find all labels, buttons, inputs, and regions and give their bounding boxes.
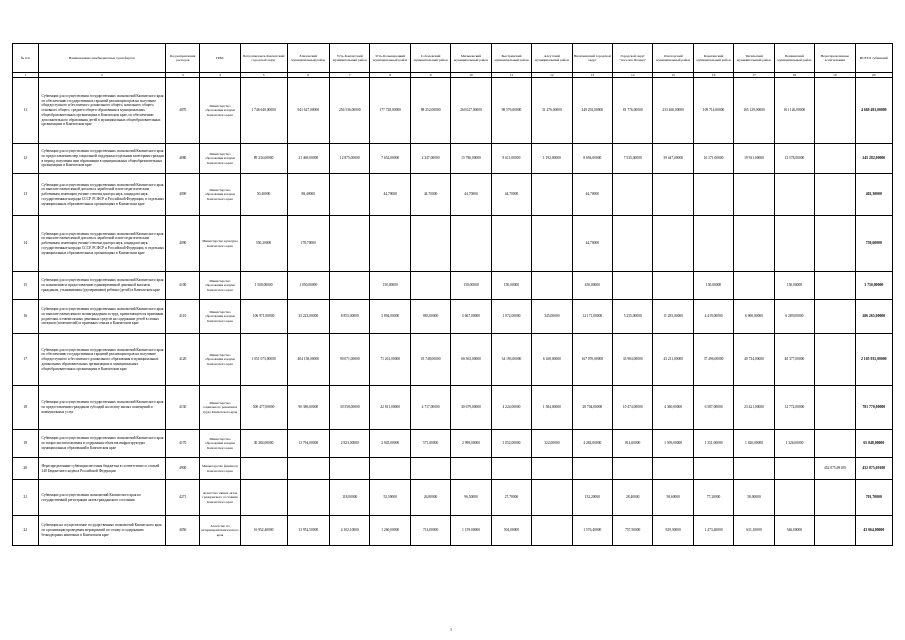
total-cell: 781 770,00000: [855, 386, 892, 430]
amount-cell: [653, 458, 693, 480]
row-number: 12: [13, 144, 39, 174]
total-cell: 4 669 493,00000: [855, 78, 892, 144]
row-number: 19: [13, 430, 39, 458]
amount-cell: 77,20000: [693, 480, 733, 516]
amount-cell: [240, 458, 287, 480]
amount-cell: 44,70000: [370, 174, 410, 216]
amount-cell: 1 351,00000: [693, 430, 733, 458]
amount-cell: 4 717,00000: [410, 386, 450, 430]
amount-cell: [774, 174, 814, 216]
column-header: Быстринский муниципальный район: [491, 44, 531, 73]
amount-cell: [815, 272, 855, 300]
amount-cell: [653, 174, 693, 216]
amount-cell: [532, 216, 572, 272]
amount-cell: 4 360,00000: [653, 386, 693, 430]
amount-cell: 256 536,00000: [330, 78, 370, 144]
amount-cell: 1 159,00000: [451, 516, 491, 546]
amount-cell: 1 072,00000: [491, 300, 531, 334]
amount-cell: 546,00000: [774, 516, 814, 546]
amount-cell: 1 509,00000: [653, 430, 693, 458]
amount-cell: 2 347,00000: [410, 144, 450, 174]
amount-cell: [815, 144, 855, 174]
column-header: Елизовский муниципальный район: [287, 44, 330, 73]
column-number: 12: [532, 73, 572, 78]
row-number: 16: [13, 300, 39, 334]
amount-cell: 714,00000: [410, 516, 450, 546]
expense-code: 4271: [166, 480, 200, 516]
amount-cell: 16 952,40000: [240, 516, 287, 546]
total-cell: 2 105 935,00000: [855, 334, 892, 386]
transfer-name: Субвенции для осуществления государственных полномочий Камчатского края по выплате ежемесячной доплаты к заработной плате педагогическим работникам, имеющим ученые степени доктора наук, кандидата наук, государственные награды СССР, РСФСР и Российской Федерации, в отдельных муниципальных образовательных организациях в Камчатском крае: [38, 216, 166, 272]
amount-cell: [815, 334, 855, 386]
amount-cell: 90 071,00000: [330, 334, 370, 386]
amount-cell: 177 728,00000: [370, 78, 410, 144]
amount-cell: 4 419,00000: [693, 300, 733, 334]
column-number: 17: [734, 73, 774, 78]
amount-cell: 6 960,00000: [734, 300, 774, 334]
amount-cell: 2 823,00000: [330, 430, 370, 458]
amount-cell: 4 102,10000: [330, 516, 370, 546]
amount-cell: 13 578,00000: [774, 144, 814, 174]
amount-cell: 13 794,00000: [287, 430, 330, 458]
row-number: 21: [13, 480, 39, 516]
expense-code: 4090: [166, 174, 200, 216]
column-header: Соболевский муниципальный район: [410, 44, 450, 73]
amount-cell: [287, 480, 330, 516]
amount-cell: [532, 174, 572, 216]
amount-cell: 33 984,00000: [613, 334, 653, 386]
amount-cell: 5 667,00000: [451, 300, 491, 334]
amount-cell: 4 224,00000: [491, 386, 531, 430]
amount-cell: [734, 272, 774, 300]
table-row: [13, 480, 893, 516]
amount-cell: 98 576,00000: [491, 78, 531, 144]
amount-cell: [287, 458, 330, 480]
amount-cell: [693, 216, 733, 272]
amount-cell: [815, 386, 855, 430]
transfer-name: Субвенции для осуществления полномочий Камчатского края по государственной регистрации актов гражданского состояния: [38, 480, 166, 516]
amount-cell: 44,70000: [572, 174, 612, 216]
transfer-name: Субвенции для осуществления государственных полномочий Камчатского края по предоставлению мер социальной поддержки отдельным категориям граждан в период получения ими образования в муниципальных общеобразовательных организациях в Камчатском крае: [38, 144, 166, 174]
amount-cell: 150,00000: [693, 272, 733, 300]
amount-cell: 1 473,40000: [693, 516, 733, 546]
amount-cell: 571,00000: [410, 430, 450, 458]
amount-cell: 118,00000: [330, 480, 370, 516]
amount-cell: 883,00000: [410, 300, 450, 334]
amount-cell: 167 070,00000: [572, 334, 612, 386]
amount-cell: [693, 174, 733, 216]
transfer-name: Нераспределенные субвенции местным бюджетам в соответствии со статьей 140 Бюджетного кодекса Российской Федерации: [38, 458, 166, 480]
column-number: 10: [451, 73, 491, 78]
amount-cell: 452 075,69100: [815, 458, 855, 480]
column-header: Наименование межбюджетных трансфертов: [38, 44, 166, 73]
expense-code: 4120: [166, 334, 200, 386]
amount-cell: 1 584,00000: [532, 386, 572, 430]
amount-cell: [410, 216, 450, 272]
total-cell: 43 064,00000: [855, 516, 892, 546]
grbs-name: Министерство образования и науки Камчатского края: [200, 174, 240, 216]
grbs-name: Министерство образования и науки Камчатского края: [200, 430, 240, 458]
amount-cell: 150,00000: [774, 272, 814, 300]
transfer-name: Субвенции для осуществления государственных полномочий Камчатского края по назначению и предоставлению единовременной денежной выплаты гражданам, усыновившим (удочерившим) ребенка (детей) в Камчатском крае: [38, 272, 166, 300]
amount-cell: 39 447,00000: [653, 144, 693, 174]
amount-cell: 18 748,00000: [410, 334, 450, 386]
amount-cell: [330, 174, 370, 216]
table-row: [13, 300, 893, 334]
amount-cell: 109 714,00000: [693, 78, 733, 144]
amount-cell: 929,30000: [653, 516, 693, 546]
grbs-name: Министерство финансов Камчатского края: [200, 458, 240, 480]
amount-cell: 66 563,00000: [451, 334, 491, 386]
amount-cell: 37 496,00000: [693, 334, 733, 386]
amount-cell: 19 931,00000: [734, 144, 774, 174]
column-number: 9: [410, 73, 450, 78]
row-number: 22: [13, 516, 39, 546]
amount-cell: [613, 216, 653, 272]
grbs-name: Министерство культуры Камчатского края: [200, 216, 240, 272]
column-header: Усть-Камчатский муниципальный район: [330, 44, 370, 73]
column-header: Петропавловск-Камчатский городской округ: [240, 44, 287, 73]
amount-cell: 12 171,00000: [572, 300, 612, 334]
amount-cell: [370, 216, 410, 272]
amount-cell: 13 952,50000: [287, 516, 330, 546]
grbs-name: Министерство образования и науки Камчатского края: [200, 300, 240, 334]
amount-cell: 34 193,00000: [491, 334, 531, 386]
amount-cell: [330, 272, 370, 300]
amount-cell: [815, 216, 855, 272]
amount-cell: [815, 174, 855, 216]
amount-cell: 6 289,00000: [774, 300, 814, 334]
column-header: Городской округ "поселок Палана": [613, 44, 653, 73]
amount-cell: 89 234,00000: [240, 144, 287, 174]
expense-code: 4110: [166, 300, 200, 334]
column-number: 5: [240, 73, 287, 78]
column-number: 3: [166, 73, 200, 78]
page-number: 1: [450, 627, 452, 632]
amount-cell: 44,70000: [491, 174, 531, 216]
amount-cell: 40 377,00000: [774, 334, 814, 386]
amount-cell: 1 746 640,00000: [240, 78, 287, 144]
column-header: Олюторский муниципальный район: [653, 44, 693, 73]
amount-cell: 43 211,00000: [653, 334, 693, 386]
amount-cell: 8 855,00000: [330, 300, 370, 334]
transfer-name: Субвенции на осуществление государственных полномочий Камчатского края по организации проведения мероприятий по отлову и содержанию безнадзорных животных в Камчатском крае: [38, 516, 166, 546]
transfer-name: Субвенции для осуществления государственных полномочий Камчатского края по вопросам изготовления и содержания объектов инфраструктуры муниципальных образований в Камчатском крае: [38, 430, 166, 458]
column-number: 14: [613, 73, 653, 78]
expense-code: 4080: [166, 144, 200, 174]
amount-cell: [410, 272, 450, 300]
amount-cell: [451, 216, 491, 272]
column-header: Код направления расходов: [166, 44, 200, 73]
amount-cell: 161 126,00000: [774, 78, 814, 144]
grbs-name: Агентство записи актов гражданского состояния Камчатского края: [200, 480, 240, 516]
transfer-name: Субвенции для осуществления государственных полномочий Камчатского края по выплате ежемесячного вознаграждения за труд, причитающегося приемным родителям, и ежемесячных денежных средств на содержание детей в семьях опекунов (попечителей) и приемных семьях в Камчатском крае: [38, 300, 166, 334]
amount-cell: 233 460,00000: [653, 78, 693, 144]
amount-cell: [370, 458, 410, 480]
expense-code: 4100: [166, 272, 200, 300]
total-cell: 3 750,00000: [855, 272, 892, 300]
amount-cell: 150,00000: [451, 272, 491, 300]
amount-cell: [815, 300, 855, 334]
amount-cell: 6 168,00000: [532, 334, 572, 386]
amount-cell: 58,00000: [734, 480, 774, 516]
amount-cell: 28 704,00000: [572, 386, 612, 430]
amount-cell: [451, 458, 491, 480]
column-number: 1: [13, 73, 39, 78]
amount-cell: 106 971,00000: [240, 300, 287, 334]
amount-cell: 40 679,00000: [451, 386, 491, 430]
column-header: ВСЕГО субвенций: [855, 44, 892, 73]
amount-cell: 500 477,00000: [240, 386, 287, 430]
column-header: Алеутский муниципальный район: [532, 44, 572, 73]
amount-cell: [613, 458, 653, 480]
amount-cell: 345,00000: [532, 300, 572, 334]
grbs-name: Министерство социального развития и труда Камчатского края: [200, 386, 240, 430]
grbs-name: Агентство по ветеринарии Камчатского края: [200, 516, 240, 546]
amount-cell: 16 171,00000: [693, 144, 733, 174]
expense-code: 4130: [166, 386, 200, 430]
amount-cell: [491, 216, 531, 272]
amount-cell: 504,00000: [491, 516, 531, 546]
table-row: [13, 458, 893, 480]
transfer-name: Субвенции для осуществления государственных полномочий Камчатского края по предоставлению гражданам субсидий на оплату жилых помещений и коммунальных услуг: [38, 386, 166, 430]
amount-cell: 249 292,00000: [572, 78, 612, 144]
expense-code: 4050: [166, 516, 200, 546]
amount-cell: 1 192,00000: [532, 144, 572, 174]
grbs-name: Министерство образования и науки Камчатского края: [200, 272, 240, 300]
grbs-name: Министерство образования и науки Камчатского края: [200, 144, 240, 174]
transfer-name: Субвенции для осуществления государственных полномочий Камчатского края по обеспечению государственных гарантий реализации прав на получение общедоступного и бесплатного дошкольного общего, начального общего, основного общего, среднего общего образования в муниципальных общеобразовательных организациях в Камчатском крае, по обеспечению дополнительного образования детей в муниципальных общеобразовательных организациях в Камчатском крае: [38, 78, 166, 144]
amount-cell: [653, 272, 693, 300]
amount-cell: 27,70000: [491, 480, 531, 516]
amount-cell: 40 734,00000: [734, 334, 774, 386]
column-header: ГРБС: [200, 44, 240, 73]
amount-cell: 22 811,00000: [370, 386, 410, 430]
amount-cell: [572, 458, 612, 480]
column-number: 15: [653, 73, 693, 78]
transfers-table: [12, 43, 893, 546]
grbs-name: Министерство образования и науки Камчатского края: [200, 334, 240, 386]
column-number: 18: [774, 73, 814, 78]
column-header: Пенжинский муниципальный район: [774, 44, 814, 73]
column-header: Усть-Большерецкий муниципальный район: [370, 44, 410, 73]
amount-cell: [410, 458, 450, 480]
table-row: [13, 216, 893, 272]
amount-cell: 8 611,00000: [491, 144, 531, 174]
row-number: 20: [13, 458, 39, 480]
column-header: Карагинский муниципальный район: [693, 44, 733, 73]
amount-cell: 1 052,00000: [491, 430, 531, 458]
amount-cell: [734, 458, 774, 480]
amount-cell: 1 620,00000: [734, 430, 774, 458]
amount-cell: 4 284,00000: [572, 430, 612, 458]
amount-cell: 152,20000: [572, 480, 612, 516]
amount-cell: [774, 458, 814, 480]
expense-code: 4900: [166, 458, 200, 480]
amount-cell: 23 421,00000: [734, 386, 774, 430]
amount-cell: 1 050,00000: [287, 272, 330, 300]
column-header: Вилючинский городской округ: [572, 44, 612, 73]
amount-cell: [532, 272, 572, 300]
amount-cell: 941 627,00000: [287, 78, 330, 144]
amount-cell: [693, 458, 733, 480]
amount-cell: 21 469,00000: [287, 144, 330, 174]
amount-cell: 1 326,00000: [774, 430, 814, 458]
amount-cell: 12 772,00000: [774, 386, 814, 430]
column-number: 7: [330, 73, 370, 78]
amount-cell: 30 284,00000: [240, 430, 287, 458]
amount-cell: 96,50000: [451, 480, 491, 516]
amount-cell: 1 576,40000: [572, 516, 612, 546]
amount-cell: [734, 174, 774, 216]
table-body: [13, 78, 893, 546]
column-number: 8: [370, 73, 410, 78]
row-number: 17: [13, 334, 39, 386]
column-number: 11: [491, 73, 531, 78]
amount-cell: 28,40000: [613, 480, 653, 516]
amount-cell: 404 158,00000: [287, 334, 330, 386]
amount-cell: 757,50000: [613, 516, 653, 546]
amount-cell: 8 694,00000: [572, 144, 612, 174]
amount-cell: [491, 458, 531, 480]
amount-cell: [774, 480, 814, 516]
total-cell: 402,30000: [855, 174, 892, 216]
column-number: 19: [815, 73, 855, 78]
amount-cell: 7 535,00000: [613, 144, 653, 174]
amount-cell: 1 260,00000: [370, 516, 410, 546]
amount-cell: 322,00000: [532, 430, 572, 458]
amount-cell: [613, 272, 653, 300]
amount-cell: 165 129,00000: [734, 78, 774, 144]
table-row: [13, 334, 893, 386]
column-header: Тигильский муниципальный район: [734, 44, 774, 73]
row-number: 15: [13, 272, 39, 300]
amount-cell: 90 386,00000: [287, 386, 330, 430]
row-number: 13: [13, 174, 39, 216]
table-row: [13, 174, 893, 216]
transfer-name: Субвенции для осуществления государственных полномочий Камчатского края по обеспечению государственных гарантий реализации прав на получение общедоступного и бесплатного дошкольного образования в муниципальных дошкольных образовательных организациях и муниципальных общеобразовательных организациях в Камчатском крае: [38, 334, 166, 386]
amount-cell: 44,70000: [410, 174, 450, 216]
amount-cell: [815, 516, 855, 546]
expense-code: 4090: [166, 216, 200, 272]
amount-cell: [532, 516, 572, 546]
column-number: 4: [200, 73, 240, 78]
header-row: [13, 44, 893, 73]
amount-cell: [532, 480, 572, 516]
amount-cell: [815, 430, 855, 458]
amount-cell: 2 945,00000: [370, 430, 410, 458]
amount-cell: 88 252,00000: [410, 78, 450, 144]
amount-cell: [532, 458, 572, 480]
row-number: 18: [13, 386, 39, 430]
total-cell: 245 282,00000: [855, 144, 892, 174]
amount-cell: [815, 480, 855, 516]
table-row: [13, 144, 893, 174]
column-number: 16: [693, 73, 733, 78]
total-cell: 452 075,69100: [855, 458, 892, 480]
amount-cell: 260 027,00000: [451, 78, 491, 144]
row-number: 11: [13, 78, 39, 144]
column-header: Мильковский муниципальный район: [451, 44, 491, 73]
amount-cell: [613, 174, 653, 216]
amount-cell: 450,00000: [572, 272, 612, 300]
column-header: № п/п: [13, 44, 39, 73]
amount-cell: 44,70000: [572, 216, 612, 272]
expense-code: 4070: [166, 78, 200, 144]
amount-cell: 12 875,00000: [330, 144, 370, 174]
amount-cell: 631,10000: [734, 516, 774, 546]
expense-code: 4170: [166, 430, 200, 458]
total-cell: 701,70000: [855, 480, 892, 516]
amount-cell: 33 223,00000: [287, 300, 330, 334]
amount-cell: 2 998,00000: [451, 430, 491, 458]
amount-cell: 58,60000: [653, 480, 693, 516]
amount-cell: 5 235,00000: [613, 300, 653, 334]
amount-cell: 150,00000: [491, 272, 531, 300]
amount-cell: [653, 216, 693, 272]
amount-cell: 52,50000: [370, 480, 410, 516]
amount-cell: 10 474,00000: [613, 386, 653, 430]
total-cell: 759,60000: [855, 216, 892, 272]
table-row: [13, 386, 893, 430]
column-header: Нераспределенные ассигнования: [815, 44, 855, 73]
transfer-name: Субвенции для осуществления государственных полномочий Камчатского края по выплате ежемесячной доплаты к заработной плате педагогическим работникам, имеющим ученые степени доктора наук, кандидата наук, государственные награды СССР, РСФСР и Российской Федерации, в отдельных муниципальных образовательных организациях в Камчатском крае: [38, 174, 166, 216]
amount-cell: 30 558,00000: [330, 386, 370, 430]
column-number: 20: [855, 73, 892, 78]
amount-cell: 31 276,00000: [532, 78, 572, 144]
column-number: 6: [287, 73, 330, 78]
table-row: [13, 430, 893, 458]
amount-cell: [774, 216, 814, 272]
amount-cell: [240, 480, 287, 516]
row-number: 14: [13, 216, 39, 272]
total-cell: 206 265,00000: [855, 300, 892, 334]
grbs-name: Министерство образования и науки Камчатского края: [200, 78, 240, 144]
amount-cell: [330, 216, 370, 272]
amount-cell: 814,00000: [613, 430, 653, 458]
amount-cell: 550,20000: [240, 216, 287, 272]
amount-cell: 15 786,00000: [451, 144, 491, 174]
column-number: 2: [38, 73, 166, 78]
amount-cell: 1 051 073,00000: [240, 334, 287, 386]
table-row: [13, 516, 893, 546]
amount-cell: 6 587,00000: [693, 386, 733, 430]
amount-cell: [734, 216, 774, 272]
amount-cell: 81 776,00000: [613, 78, 653, 144]
amount-cell: [815, 78, 855, 144]
amount-cell: 7 652,00000: [370, 144, 410, 174]
amount-cell: 44,70000: [451, 174, 491, 216]
amount-cell: 50,40000: [240, 174, 287, 216]
amount-cell: 178,70000: [287, 216, 330, 272]
amount-cell: 3 894,00000: [370, 300, 410, 334]
amount-cell: 26,80000: [410, 480, 450, 516]
document-page: [12, 43, 893, 546]
amount-cell: [330, 458, 370, 480]
amount-cell: 1 500,00000: [240, 272, 287, 300]
amount-cell: 150,00000: [370, 272, 410, 300]
column-number: 13: [572, 73, 612, 78]
table-row: [13, 272, 893, 300]
total-cell: 65 048,00000: [855, 430, 892, 458]
table-row: [13, 78, 893, 144]
amount-cell: 71 261,00000: [370, 334, 410, 386]
amount-cell: 11 283,00000: [653, 300, 693, 334]
amount-cell: 88,40000: [287, 174, 330, 216]
